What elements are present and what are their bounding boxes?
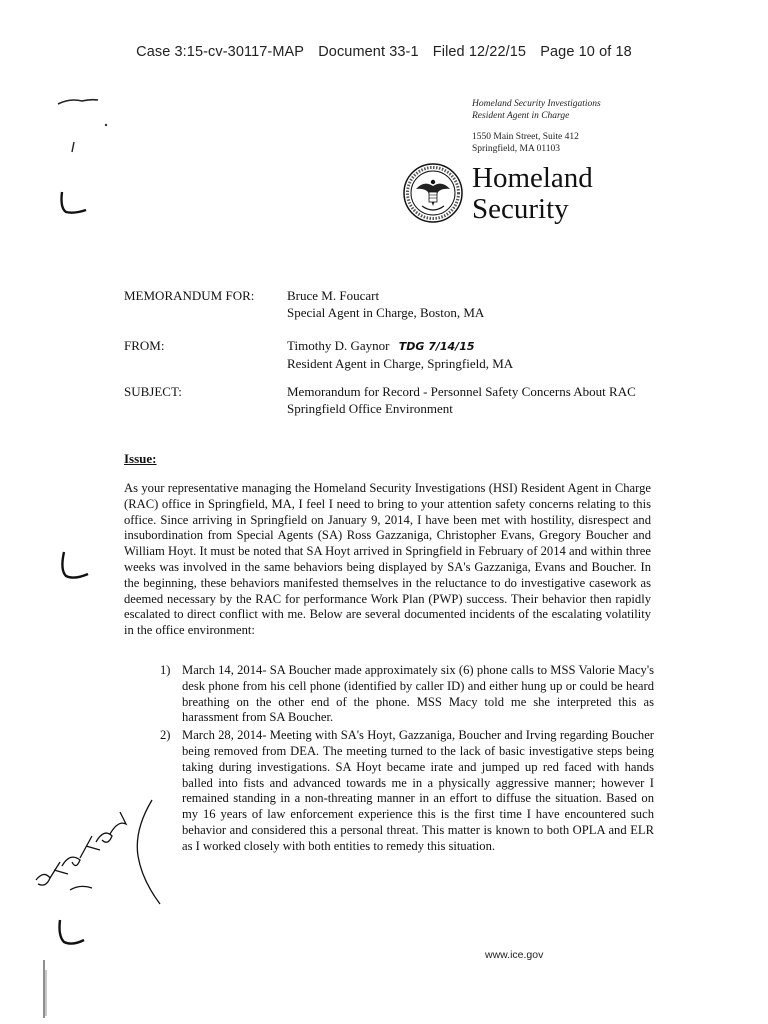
- pen-tick: [72, 142, 74, 152]
- punch-hole-mark-3: [60, 920, 85, 944]
- memo-subject-line-2: Springfield Office Environment: [287, 401, 453, 416]
- memo-from-label: FROM:: [124, 338, 165, 353]
- handwritten-initials: TDG 7/14/15: [398, 340, 475, 353]
- case-number: Case 3:15-cv-30117-MAP: [136, 44, 305, 60]
- memo-for-name: Bruce M. Foucart: [287, 288, 380, 303]
- footer-url: www.ice.gov: [485, 949, 544, 961]
- memo-from-name: Timothy D. Gaynor: [287, 338, 390, 353]
- document-number: Document 33-1: [318, 44, 419, 60]
- memo-subject-line-1: Memorandum for Record - Personnel Safety Concerns About RAC: [287, 384, 636, 399]
- memo-for-label: MEMORANDUM FOR:: [124, 288, 255, 303]
- body-paragraph: As your representative managing the Homeland Security Investigations (HSI) Resident Agent in Charge (RAC) office in Springfield, MA, I feel I need to bring to your attention safety concerns relating to this office. Since arriving in Springfield on January 9, 2014, I have been met with hostility, disrespect and insubordination from Special Agents (SA) Ross Gazzaniga, Christopher Evans, Gregory Boucher and William Hoyt. It must be noted that SA Hoyt arrived in Springfield in February of 2014 and within three weeks was involved in the same behaviors being displayed by SA's Gazzaniga, Evans and Boucher. In the beginning, these behaviors manifested themselves in the reluctance to do investigative casework as deemed necessary by the RAC for performance Work Plan (PWP) success. Their behavior then rapidly escalated to direct conflict with me. Below are several documented incidents of the escalating volatility in the office environment:: [124, 481, 651, 638]
- pen-mark-top: [58, 100, 98, 104]
- office-line-2: Resident Agent in Charge: [472, 111, 570, 121]
- filed-date: Filed 12/22/15: [432, 44, 527, 60]
- list-item-text: March 28, 2014- Meeting with SA's Hoyt, Gazzaniga, Boucher and Irving regarding Boucher being removed from DEA. The meeting turned to the lack of basic investigative steps being taking during investigations. SA Hoyt became irate and jumped up red faced with hands balled into fists and advanced towards me in a physically aggressive manner; however I remained standing in a non-threating manner in an effort to diffuse the situation. Based on my 16 years of law enforcement experience this is the first time I have encountered such behavior and considered this a personal threat. This matter is known to both OPLA and ELR as I worked closely with both entities to remedy this situation.: [182, 728, 654, 853]
- office-line-3: 1550 Main Street, Suite 412: [472, 132, 579, 142]
- list-item: [160, 663, 654, 726]
- list-item: [160, 728, 654, 854]
- list-item-number: 2): [160, 728, 171, 743]
- memo-from-title: Resident Agent in Charge, Springfield, MA: [287, 356, 514, 371]
- page-number: Page 10 of 18: [540, 44, 632, 60]
- punch-hole-mark-2: [62, 552, 88, 578]
- handwritten-margin-note: [36, 800, 160, 904]
- memo-subject-label: SUBJECT:: [124, 384, 182, 399]
- dhs-seal-icon: [402, 162, 464, 224]
- memo-for-value: [287, 287, 687, 321]
- brand-line-2: Security: [472, 193, 569, 225]
- memo-for-title: Special Agent in Charge, Boston, MA: [287, 305, 485, 320]
- memo-from-value: [287, 337, 687, 372]
- office-line-1: Homeland Security Investigations: [472, 99, 601, 109]
- list-item-number: 1): [160, 663, 171, 677]
- memo-subject-value: [287, 383, 687, 417]
- court-filing-header: [0, 44, 768, 60]
- punch-hole-mark-1: [62, 192, 87, 213]
- homeland-security-wordmark: [472, 163, 593, 225]
- issue-heading: Issue:: [124, 451, 157, 466]
- office-line-4: Springfield, MA 01103: [472, 144, 561, 154]
- office-address-block: [472, 98, 601, 155]
- incident-list: [160, 663, 654, 857]
- brand-line-1: Homeland: [472, 162, 593, 194]
- list-item-text: March 14, 2014- SA Boucher made approximately six (6) phone calls to MSS Valorie Macy's desk phone from his cell phone (identified by caller ID) and either hung up or could be heard breathing on the other end of the phone. MSS Macy told me she interpreted this as harassment from SA Boucher.: [182, 663, 654, 725]
